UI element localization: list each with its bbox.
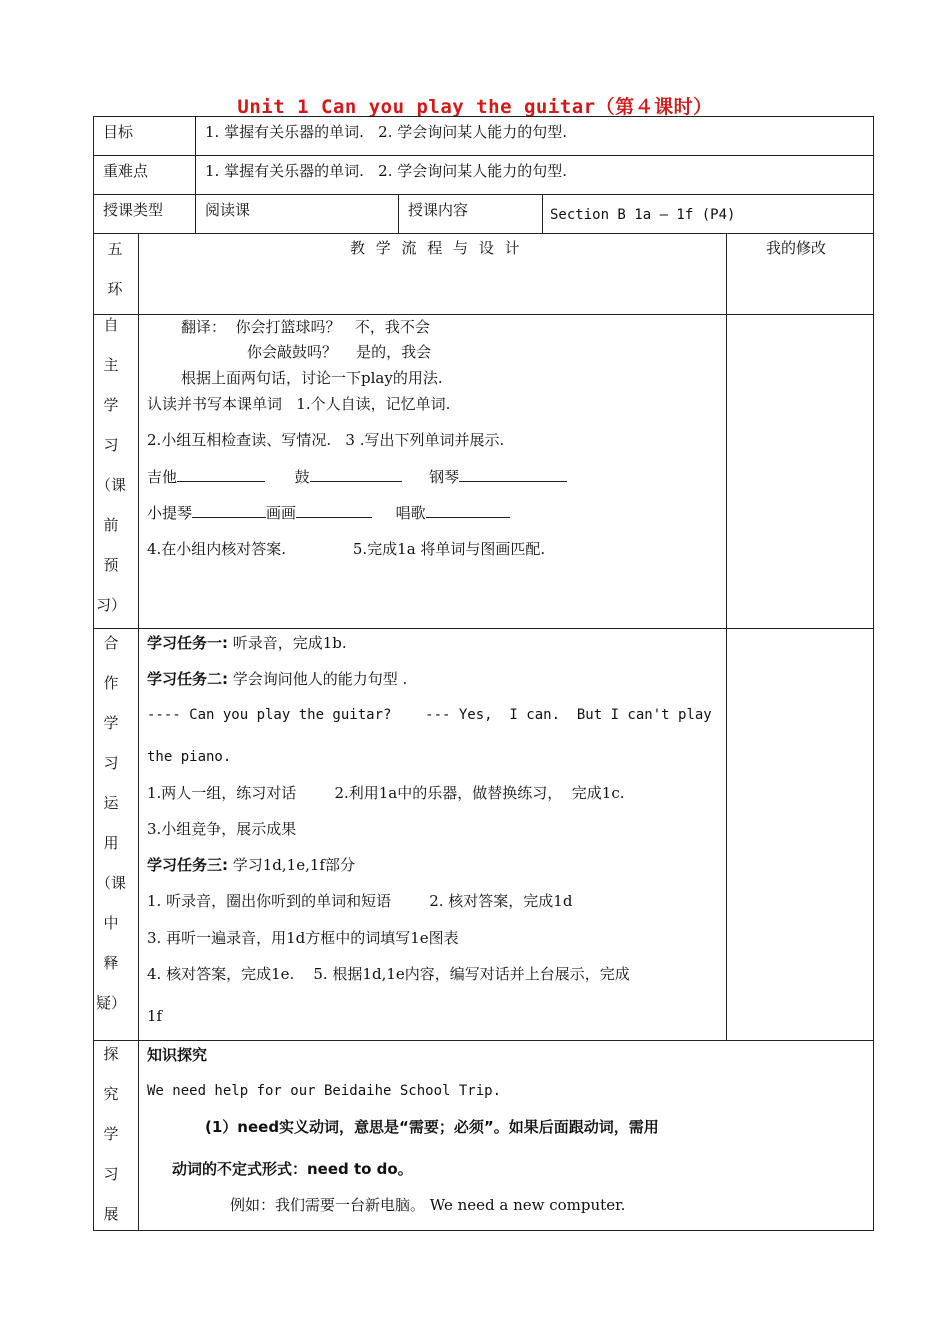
lesson-type-value: 阅读课 xyxy=(205,201,251,219)
row-divider xyxy=(93,233,874,234)
row-divider xyxy=(93,314,874,315)
label-char: 主 xyxy=(103,356,119,374)
vocabulary-instruction: 认读并书写本课单词 1.个人自读，记忆单词. xyxy=(147,395,451,413)
label-char: 究 xyxy=(103,1085,119,1103)
label-char: 学 xyxy=(103,1125,119,1143)
goal-label: 目标 xyxy=(103,123,134,141)
label-char: 习 xyxy=(103,754,119,772)
label-char: （课 xyxy=(96,476,127,494)
blank-line[interactable] xyxy=(296,503,372,518)
label-char: 前 xyxy=(103,516,119,534)
task-3-step-4: 4. 核对答案，完成1e. 5. 根据1d,1e内容，编写对话并上台展示，完成 xyxy=(147,965,630,983)
example-sentence: We need help for our Beidaihe School Trip. xyxy=(147,1083,502,1099)
translation-line-1: 翻译： 你会打篮球吗？ 不，我不会 xyxy=(181,318,430,336)
label-char: 探 xyxy=(103,1045,119,1063)
label-char: 习 xyxy=(103,1165,119,1183)
label-char: 习） xyxy=(96,596,127,614)
discussion-instruction: 根据上面两句话，讨论一下play的用法. xyxy=(181,369,443,387)
grammar-example: 例如：我们需要一台新电脑。 We need a new computer. xyxy=(230,1196,626,1214)
title-lesson-number: （第４课时） xyxy=(595,96,713,118)
label-char: 中 xyxy=(103,914,119,932)
dialog-line-1: ---- Can you play the guitar? --- Yes, I can. But I can't play xyxy=(147,707,712,723)
knowledge-heading: 知识探究 xyxy=(147,1046,208,1064)
label-char: （课 xyxy=(96,874,127,892)
inquiry-learning-label xyxy=(96,1041,126,1241)
key-points-label: 重难点 xyxy=(103,162,149,180)
label-char: 释 xyxy=(103,954,119,972)
blank-line[interactable] xyxy=(459,467,567,482)
label-char: 疑） xyxy=(96,994,127,1012)
task-3-step-1: 1. 听录音，圈出你听到的单词和短语 2. 核对答案，完成1d xyxy=(147,892,573,910)
label-char: 合 xyxy=(103,634,119,652)
answer-check-instruction: 4.在小组内核对答案. 5.完成1a 将单词与图画匹配. xyxy=(147,540,546,558)
task-1 xyxy=(147,634,347,652)
task-2 xyxy=(147,670,407,688)
grammar-point-line-1: (1）need实义动词，意思是“需要；必须”。如果后面跟动词，需用 xyxy=(205,1118,659,1136)
label-char: 环 xyxy=(107,280,123,298)
word-sing: 唱歌 xyxy=(395,504,426,522)
translation-line-2: 你会敲鼓吗？ 是的，我会 xyxy=(247,343,432,361)
word-blanks-row-1 xyxy=(147,467,567,486)
word-draw: 画画 xyxy=(266,504,297,522)
label-char: 展 xyxy=(103,1205,119,1223)
col-divider xyxy=(542,194,543,233)
row-divider xyxy=(93,1040,874,1041)
label-char: 运 xyxy=(103,794,119,812)
my-revisions-heading: 我的修改 xyxy=(766,239,827,257)
col-divider xyxy=(398,194,399,233)
cooperative-learning-label xyxy=(96,630,126,1030)
blank-line[interactable] xyxy=(177,467,265,482)
lesson-content-value: Section B 1a — 1f (P4) xyxy=(550,207,736,223)
col-divider xyxy=(726,233,727,1040)
task-2-label: 学习任务二: xyxy=(147,670,228,688)
five-links-label xyxy=(100,236,130,316)
self-study-label xyxy=(96,312,126,632)
task-2-text: 学会询问他人的能力句型 . xyxy=(228,670,408,688)
task-1-text: 听录音，完成1b. xyxy=(228,634,347,652)
word-drum: 鼓 xyxy=(294,468,310,486)
col-divider xyxy=(138,233,139,1231)
blank-line[interactable] xyxy=(426,503,510,518)
label-char: 五 xyxy=(107,240,123,258)
flow-design-heading: 教 学 流 程 与 设 计 xyxy=(350,239,523,257)
group-competition-instruction: 3.小组竞争，展示成果 xyxy=(147,820,297,838)
label-char: 用 xyxy=(103,834,119,852)
task-3-text: 学习1d,1e,1f部分 xyxy=(228,856,355,874)
label-char: 学 xyxy=(103,396,119,414)
word-guitar: 吉他 xyxy=(147,468,178,486)
page-title xyxy=(0,92,950,119)
title-english: Unit 1 Can you play the guitar xyxy=(237,96,596,118)
task-3 xyxy=(147,856,355,874)
blank-line[interactable] xyxy=(310,467,402,482)
lesson-type-label: 授课类型 xyxy=(103,201,164,219)
pair-practice-instruction: 1.两人一组，练习对话 2.利用1a中的乐器，做替换练习， 完成1c. xyxy=(147,784,625,802)
row-divider xyxy=(93,194,874,195)
label-char: 作 xyxy=(103,674,119,692)
word-violin: 小提琴 xyxy=(147,504,193,522)
row-divider xyxy=(93,628,874,629)
word-piano: 钢琴 xyxy=(429,468,460,486)
col-divider xyxy=(195,116,196,233)
goal-text: 1. 掌握有关乐器的单词. 2. 学会询问某人能力的句型. xyxy=(205,123,568,141)
row-divider xyxy=(93,155,874,156)
key-points-text: 1. 掌握有关乐器的单词. 2. 学会询问某人能力的句型. xyxy=(205,162,568,180)
lesson-content-label: 授课内容 xyxy=(408,201,469,219)
task-3-step-4-cont: 1f xyxy=(147,1007,163,1025)
blank-line[interactable] xyxy=(192,503,266,518)
group-check-instruction: 2.小组互相检查读、写情况. 3 .写出下列单词并展示. xyxy=(147,431,505,449)
label-char: 学 xyxy=(103,714,119,732)
task-1-label: 学习任务一: xyxy=(147,634,228,652)
label-char: 预 xyxy=(103,556,119,574)
grammar-point-line-2: 动词的不定式形式：need to do。 xyxy=(172,1160,413,1178)
task-3-step-3: 3. 再听一遍录音，用1d方框中的词填写1e图表 xyxy=(147,929,459,947)
word-blanks-row-2 xyxy=(147,503,510,522)
label-char: 自 xyxy=(103,316,119,334)
dialog-line-2: the piano. xyxy=(147,749,232,765)
label-char: 习 xyxy=(103,436,119,454)
task-3-label: 学习任务三: xyxy=(147,856,228,874)
